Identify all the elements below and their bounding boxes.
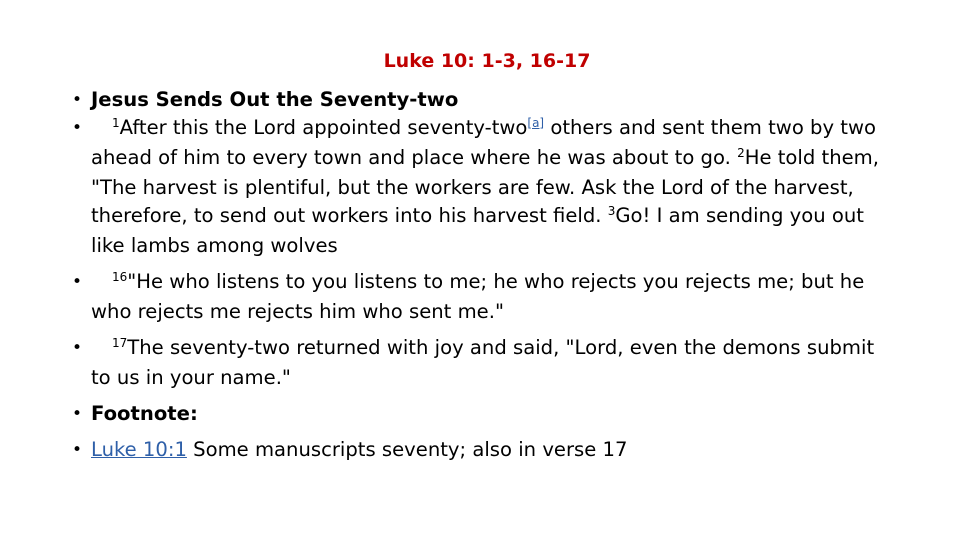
bullet-passage-1: [72, 114, 892, 260]
verse-16: [91, 270, 864, 323]
bullet-list: [72, 86, 892, 464]
bullet-dot-icon: •: [72, 90, 83, 110]
bullet-dot-icon: •: [72, 272, 83, 292]
verse-text: The seventy-two returned with joy and said, "Lord, even the demons submit to us in your name.": [91, 336, 875, 389]
section-heading: Jesus Sends Out the Seventy-two: [91, 88, 459, 111]
verse-number: 1: [112, 116, 120, 130]
verse-text: Go! I am sending you out like lambs among wolves: [91, 204, 864, 257]
verse-number: 3: [607, 204, 616, 218]
footnote-text: Some manuscripts seventy; also in verse 17: [186, 438, 628, 461]
verse-text: others and sent them two by two ahead of him to every town and place where he was about to go.: [91, 116, 877, 169]
bullet-dot-icon: •: [72, 118, 83, 138]
bullet-dot-icon: •: [72, 404, 83, 424]
footnote-label: Footnote:: [91, 402, 198, 425]
verse-17: [91, 336, 874, 389]
bullet-heading: [72, 86, 892, 114]
bullet-passage-2: [72, 268, 892, 326]
bullet-dot-icon: •: [72, 338, 83, 358]
bullet-passage-3: [72, 334, 892, 392]
bullet-footnote-label: [72, 400, 892, 428]
footnote-reference-link[interactable]: [a]: [527, 116, 545, 130]
verse-number: 2: [737, 146, 745, 160]
verse-number: 16: [112, 270, 128, 284]
verse-text: "He who listens to you listens to me; he who rejects you rejects me; but he who rejects me rejects him who sent me.": [91, 270, 865, 323]
footnote-verse-link[interactable]: Luke 10:1: [91, 438, 187, 461]
slide-title: Luke 10: 1-3, 16-17: [383, 50, 591, 72]
verse-number: 17: [112, 336, 128, 350]
bullet-dot-icon: •: [72, 440, 83, 460]
verse-text: After this the Lord appointed seventy-two: [119, 116, 528, 139]
verse-text: He told them, "The harvest is plentiful, but the workers are few. Ask the Lord of the harvest, therefore, to send out workers into his harvest field.: [91, 146, 880, 227]
bullet-footnote: [72, 436, 892, 464]
